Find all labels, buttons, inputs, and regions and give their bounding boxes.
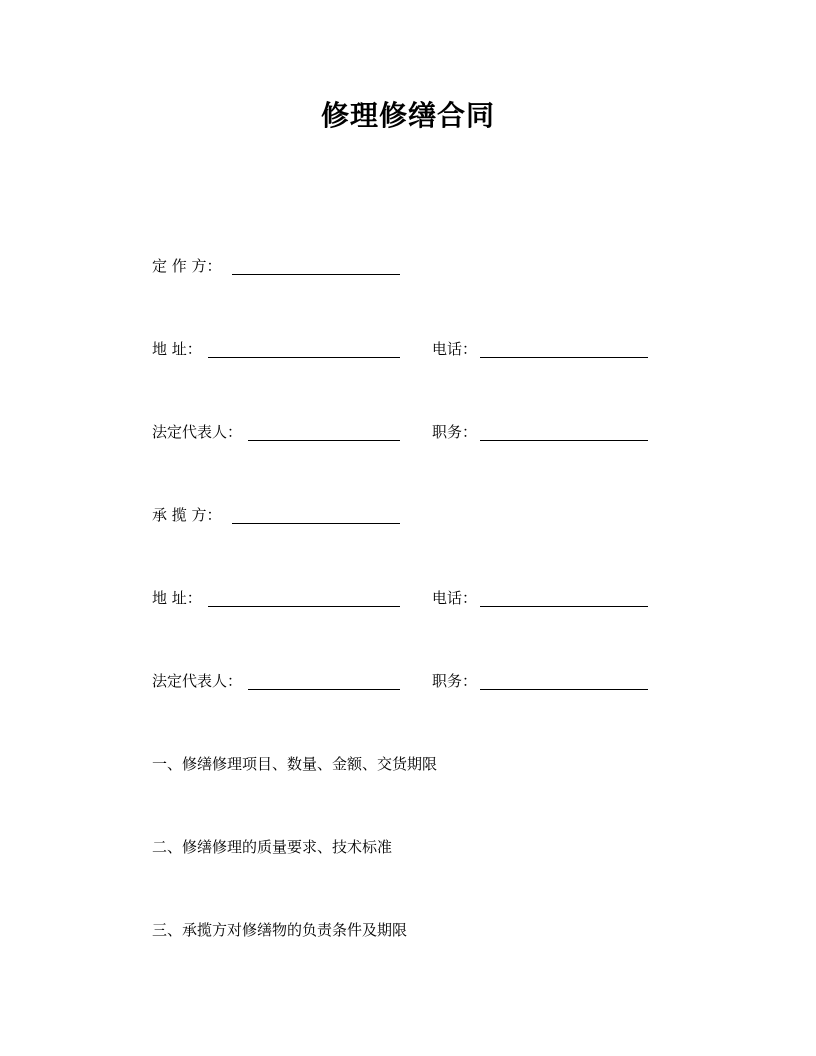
party-b-legal-rep-blank[interactable] <box>248 689 400 690</box>
party-b-phone-label: 电话： <box>432 589 478 607</box>
section-heading-2: 二、修缮修理的质量要求、技术标准 <box>152 838 393 856</box>
party-b-contact-row <box>152 586 652 610</box>
party-b-position-blank[interactable] <box>480 689 648 690</box>
document-title: 修理修缮合同 <box>320 99 495 132</box>
party-b-name-label: 承 揽 方： <box>152 506 222 524</box>
party-a-address-blank[interactable] <box>208 357 400 358</box>
party-a-name-row <box>152 254 412 278</box>
section-heading-3: 三、承揽方对修缮物的负责条件及期限 <box>152 921 408 939</box>
party-a-phone-field <box>432 337 652 361</box>
party-b-rep-row <box>152 669 652 693</box>
party-a-name-label: 定 作 方： <box>152 257 222 275</box>
party-a-phone-label: 电话： <box>432 340 478 358</box>
party-a-address-label: 地 址： <box>152 340 202 358</box>
party-a-rep-row <box>152 420 652 444</box>
party-a-position-blank[interactable] <box>480 440 648 441</box>
section-heading-1: 一、修缮修理项目、数量、金额、交货期限 <box>152 755 438 773</box>
party-a-legal-rep-blank[interactable] <box>248 440 400 441</box>
party-a-position-field <box>432 420 652 444</box>
party-b-address-field <box>152 586 402 610</box>
party-b-address-blank[interactable] <box>208 606 400 607</box>
party-b-phone-field <box>432 586 652 610</box>
party-b-position-field <box>432 669 652 693</box>
party-b-name-row <box>152 503 412 527</box>
party-a-address-field <box>152 337 402 361</box>
party-b-position-label: 职务： <box>432 672 478 690</box>
party-b-legal-rep-field <box>152 669 402 693</box>
party-b-name-blank[interactable] <box>232 523 400 524</box>
party-a-legal-rep-label: 法定代表人： <box>152 423 243 441</box>
party-b-phone-blank[interactable] <box>480 606 648 607</box>
party-a-position-label: 职务： <box>432 423 478 441</box>
party-a-legal-rep-field <box>152 420 402 444</box>
party-b-address-label: 地 址： <box>152 589 202 607</box>
party-a-phone-blank[interactable] <box>480 357 648 358</box>
party-b-legal-rep-label: 法定代表人： <box>152 672 243 690</box>
party-a-contact-row <box>152 337 652 361</box>
party-a-name-blank[interactable] <box>232 274 400 275</box>
